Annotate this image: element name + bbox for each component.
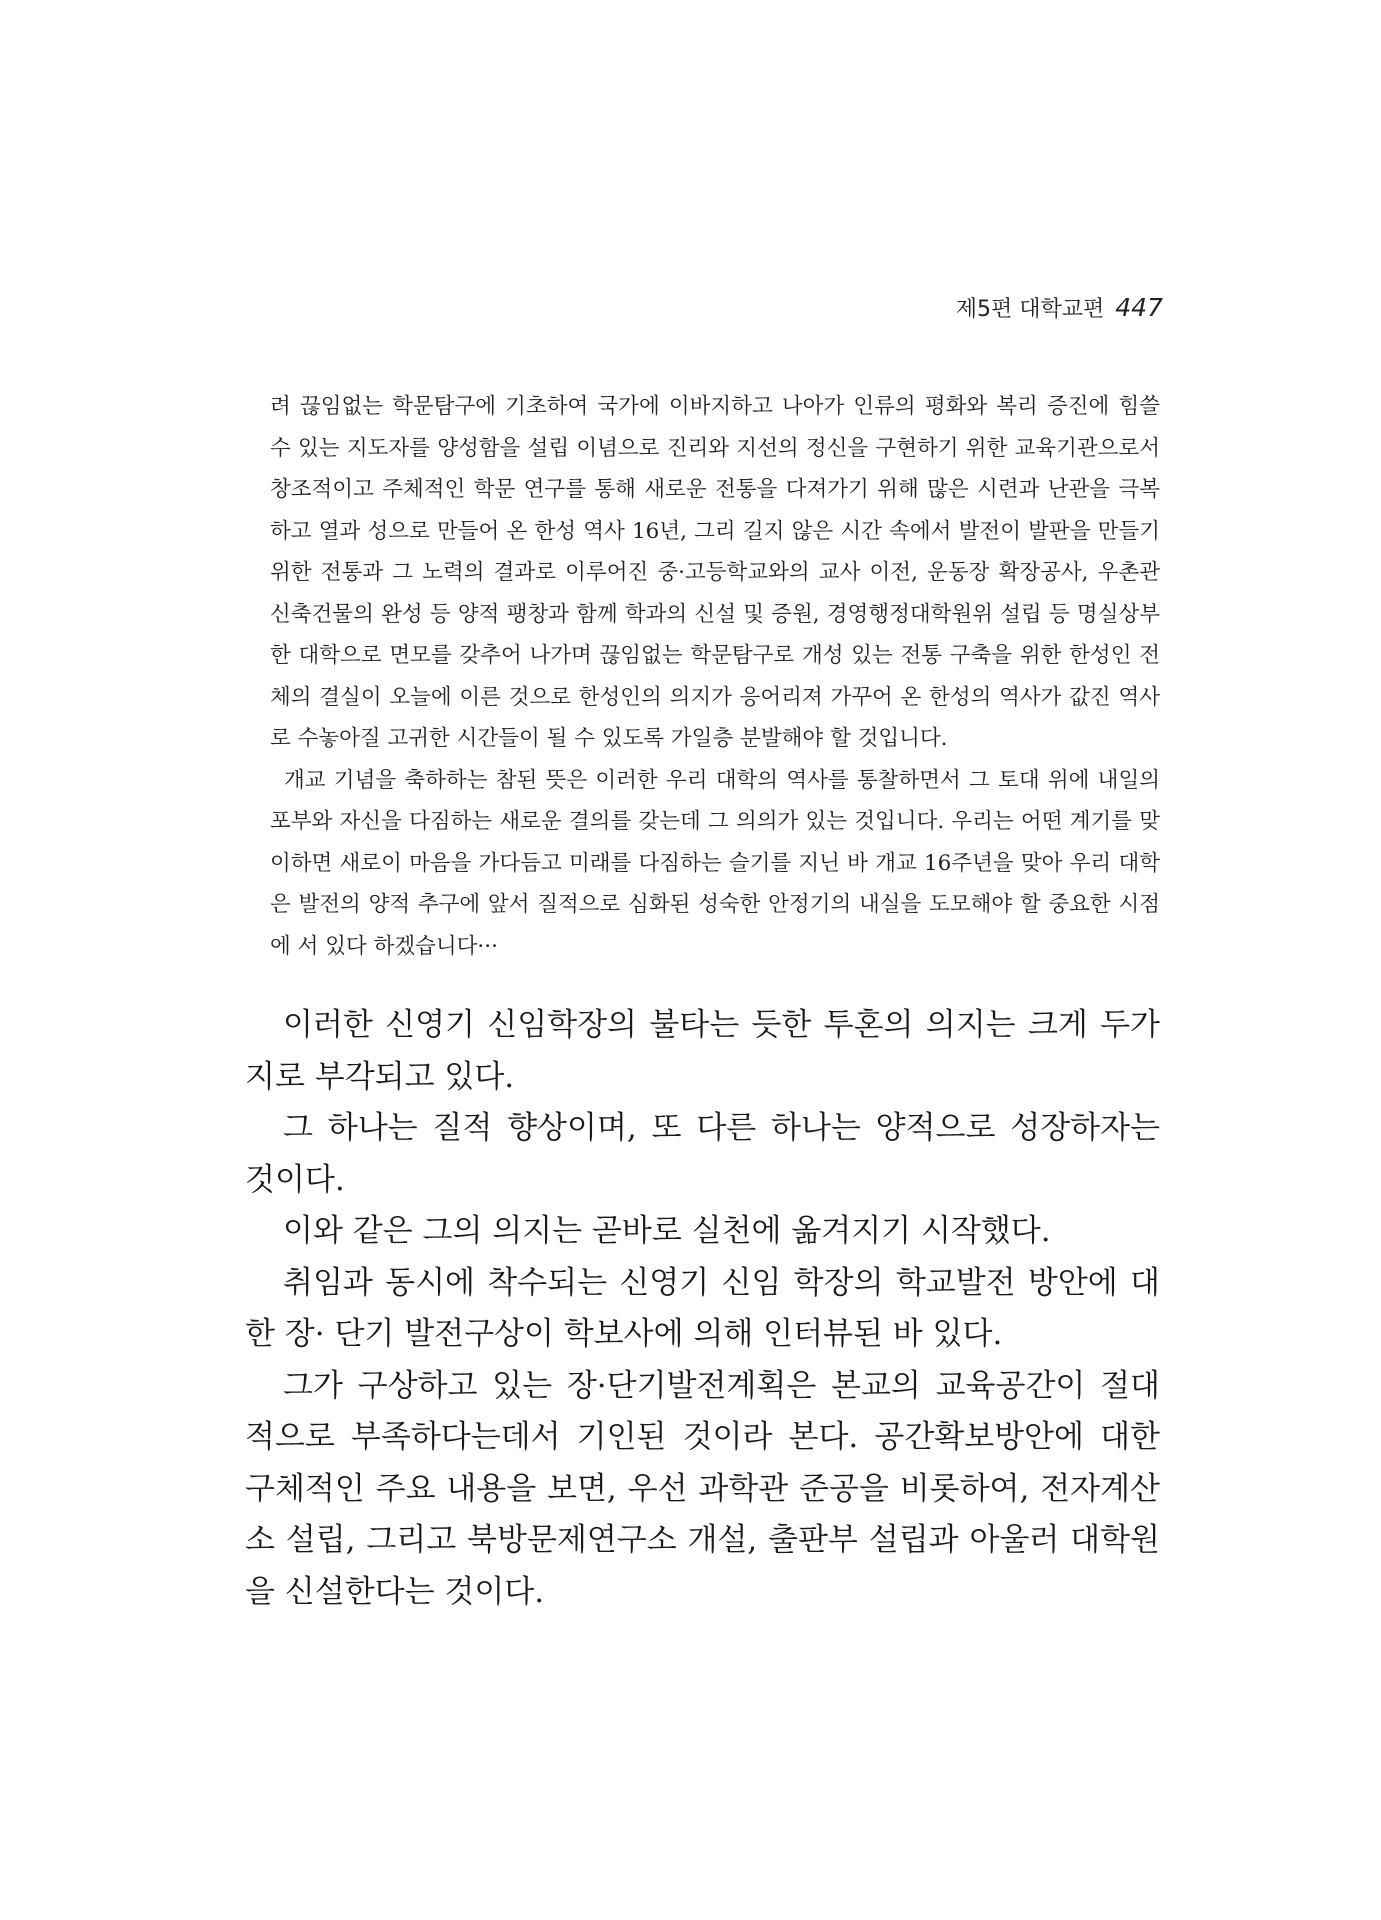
body-paragraph: 그 하나는 질적 향상이며, 또 다른 하나는 양적으로 성장하자는 것이다. — [245, 1110, 1160, 1198]
body-text — [245, 1000, 1160, 1618]
part-label: 제5편 대학교편 — [955, 297, 1105, 322]
body-paragraph: 이와 같은 그의 의지는 곧바로 실천에 옮겨지기 시작했다. — [283, 1213, 1051, 1249]
quote-paragraph: 개교 기념을 축하하는 참된 뜻은 이러한 우리 대학의 역사를 통찰하면서 그 토대 위에 내일의 포부와 자신을 다짐하는 새로운 결의를 갖는데 그 의의가 있는 것입니다. 우리는 어떤 계기를 맞이하면 새로이 마음을 가다듬고 미래를 다짐하는 슬기를 지닌 바 개교 16주년을 맞아 우리 대학은 발전의 양적 추구에 앞서 질적으로 심화된 성숙한 안정기의 내실을 도모해야 할 중요한 시점에 서 있다 하겠습니다··· — [270, 767, 1160, 959]
body-paragraph: 취임과 동시에 착수되는 신영기 신임 학장의 학교발전 방안에 대한 장· 단기 발전구상이 학보사에 의해 인터뷰된 바 있다. — [245, 1264, 1160, 1352]
body-paragraph: 이러한 신영기 신임학장의 불타는 듯한 투혼의 의지는 크게 두가지로 부각되고 있다. — [245, 1007, 1160, 1095]
quote-paragraph: 려 끊임없는 학문탐구에 기초하여 국가에 이바지하고 나아가 인류의 평화와 복리 증진에 힘쓸 수 있는 지도자를 양성함을 설립 이념으로 진리와 지선의 정신을 구현하기 위한 교육기관으로서 창조적이고 주체적인 학문 연구를 통해 새로운 전통을 다져가기 위해 많은 시련과 난관을 극복하고 열과 성으로 만들어 온 한성 역사 16년, 그리 길지 않은 시간 속에서 발전이 발판을 만들기 위한 전통과 그 노력의 결과로 이루어진 중·고등학교와의 교사 이전, 운동장 확장공사, 우촌관 신축건물의 완성 등 양적 팽창과 함께 학과의 신설 및 증원, 경영행정대학원위 설립 등 명실상부한 대학으로 면모를 갖추어 나가며 끊임없는 학문탐구로 개성 있는 전통 구축을 위한 한성인 전체의 결실이 오늘에 이른 것으로 한성인의 의지가 응어리져 가꾸어 온 한성의 역사가 값진 역사로 수놓아질 고귀한 시간들이 될 수 있도록 가일층 분발해야 할 것입니다. — [270, 394, 1160, 751]
running-header — [956, 292, 1163, 323]
page-number: 447 — [1115, 293, 1163, 322]
body-paragraph: 그가 구상하고 있는 장·단기발전계획은 본교의 교육공간이 절대적으로 부족하다는데서 기인된 것이라 본다. 공간확보방안에 대한 구체적인 주요 내용을 보면, 우선 과학관 준공을 비롯하여, 전자계산소 설립, 그리고 북방문제연구소 개설, 출판부 설립과 아울러 대학원을 신설한다는 것이다. — [245, 1367, 1160, 1610]
quoted-address — [270, 386, 1160, 967]
